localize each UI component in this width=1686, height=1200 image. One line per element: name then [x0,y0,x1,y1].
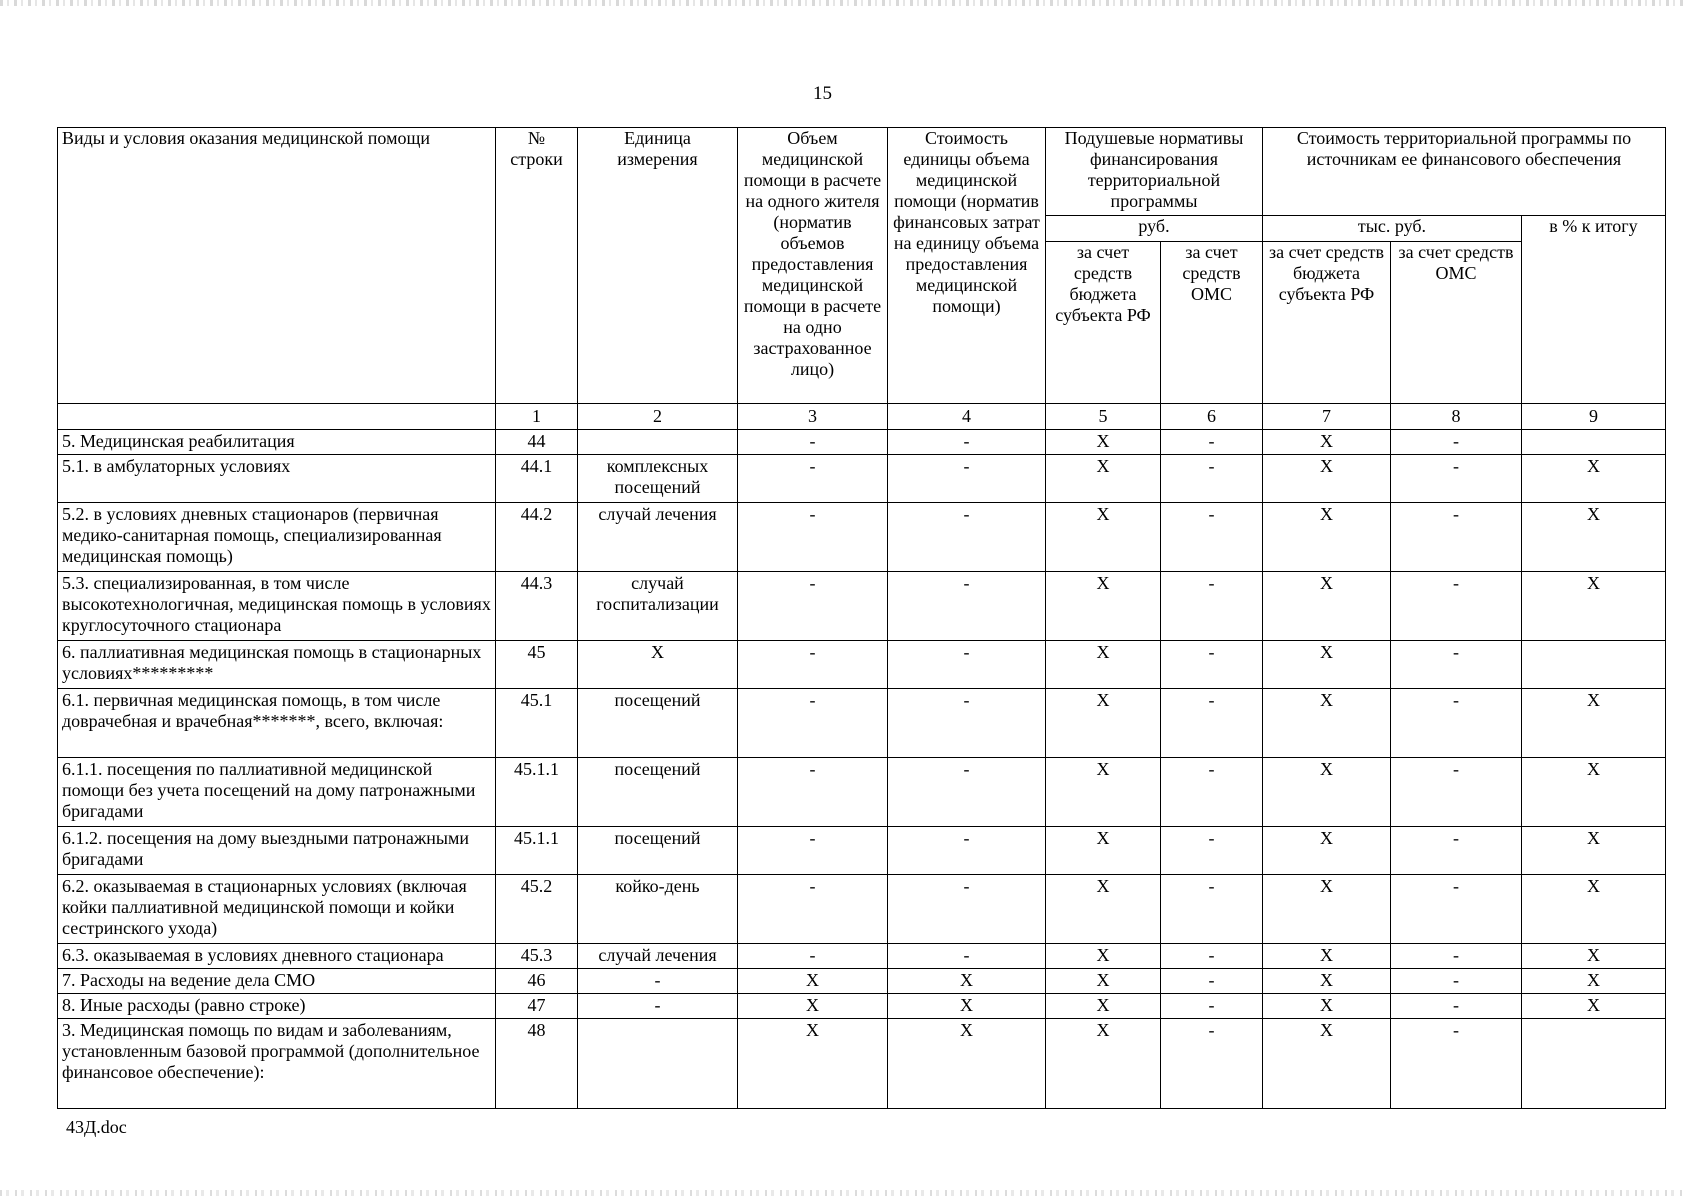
row-per-capita-oms: - [1161,641,1263,689]
row-name: 5.3. специализированная, в том числе высокотехнологичная, медицинская помощь в условиях круглосуточного стационара [58,572,496,641]
column-number [58,404,496,430]
page-number: 15 [813,83,832,104]
table-row [58,430,1666,455]
row-per-capita-budget: X [1046,430,1161,455]
row-per-capita-oms: - [1161,572,1263,641]
column-number: 6 [1161,404,1263,430]
row-per-capita-oms: - [1161,827,1263,875]
table-row [58,455,1666,503]
row-per-capita-budget: X [1046,641,1161,689]
row-cost-budget: X [1263,875,1391,944]
row-cost-budget: X [1263,1019,1391,1109]
header-percent-total: в % к итогу [1522,216,1666,404]
row-cost-budget: X [1263,994,1391,1019]
row-per-capita-oms: - [1161,758,1263,827]
row-unit: случай госпитализации [578,572,738,641]
row-volume: - [738,827,888,875]
row-name: 5.1. в амбулаторных условиях [58,455,496,503]
row-number: 44 [496,430,578,455]
column-number: 8 [1391,404,1522,430]
row-percent [1522,430,1666,455]
row-cost-oms: - [1391,641,1522,689]
column-numbers-row [58,404,1666,430]
row-per-capita-oms: - [1161,875,1263,944]
row-name: 7. Расходы на ведение дела СМО [58,969,496,994]
header-oms: за счет средств ОМС [1161,242,1263,404]
row-unit: посещений [578,827,738,875]
row-per-capita-budget: X [1046,503,1161,572]
row-unit-cost: X [888,994,1046,1019]
row-percent: X [1522,994,1666,1019]
row-unit-cost: X [888,969,1046,994]
row-number: 45.3 [496,944,578,969]
row-volume: - [738,689,888,758]
row-unit-cost: - [888,875,1046,944]
row-cost-oms: - [1391,1019,1522,1109]
column-number: 3 [738,404,888,430]
row-unit: комплексных посещений [578,455,738,503]
row-unit: случай лечения [578,944,738,969]
column-number: 4 [888,404,1046,430]
row-per-capita-oms: - [1161,969,1263,994]
row-number: 45.2 [496,875,578,944]
row-percent: X [1522,875,1666,944]
header-program-cost: Стоимость территориальной программы по источникам ее финансового обеспечения [1263,128,1666,216]
row-unit-cost: - [888,689,1046,758]
row-unit-cost: - [888,641,1046,689]
header-rub: руб. [1046,216,1263,242]
row-cost-oms: - [1391,455,1522,503]
row-unit [578,1019,738,1109]
row-number: 44.1 [496,455,578,503]
column-number: 7 [1263,404,1391,430]
row-name: 3. Медицинская помощь по видам и заболеваниям, установленным базовой программой (дополнительное финансовое обеспечение): [58,1019,496,1109]
row-per-capita-budget: X [1046,1019,1161,1109]
row-volume: X [738,1019,888,1109]
table-row [58,969,1666,994]
header-budget-subject: за счет средств бюджета субъекта РФ [1046,242,1161,404]
header-types: Виды и условия оказания медицинской помощи [58,128,496,404]
column-number: 9 [1522,404,1666,430]
row-cost-budget: X [1263,430,1391,455]
row-name: 5. Медицинская реабилитация [58,430,496,455]
row-cost-budget: X [1263,944,1391,969]
row-percent [1522,1019,1666,1109]
row-cost-oms: - [1391,944,1522,969]
row-unit-cost: - [888,430,1046,455]
row-per-capita-budget: X [1046,455,1161,503]
row-volume: X [738,994,888,1019]
row-number: 45.1.1 [496,827,578,875]
row-unit-cost: - [888,572,1046,641]
row-unit-cost: X [888,1019,1046,1109]
row-number: 46 [496,969,578,994]
row-unit: койко-день [578,875,738,944]
row-name: 6.1. первичная медицинская помощь, в том числе доврачебная и врачебная*******, всего, включая: [58,689,496,758]
column-number: 5 [1046,404,1161,430]
row-cost-oms: - [1391,503,1522,572]
row-unit-cost: - [888,455,1046,503]
row-per-capita-budget: X [1046,944,1161,969]
row-per-capita-oms: - [1161,455,1263,503]
row-per-capita-oms: - [1161,503,1263,572]
header-cost: Стоимость единицы объема медицинской помощи (норматив финансовых затрат на единицу объема предоставления медицинской помощи) [888,128,1046,404]
header-volume: Объем медицинской помощи в расчете на одного жителя (норматив объемов предоставления медицинской помощи в расчете на одно застрахованное лицо) [738,128,888,404]
row-name: 6. паллиативная медицинская помощь в стационарных условиях********* [58,641,496,689]
row-unit: посещений [578,689,738,758]
table-row [58,689,1666,758]
row-unit-cost: - [888,827,1046,875]
row-cost-oms: - [1391,758,1522,827]
row-unit-cost: - [888,944,1046,969]
row-volume: - [738,455,888,503]
row-number: 47 [496,994,578,1019]
header-oms-2: за счет средств ОМС [1391,242,1522,404]
row-number: 45 [496,641,578,689]
row-unit: - [578,969,738,994]
row-percent: X [1522,827,1666,875]
row-cost-oms: - [1391,875,1522,944]
row-cost-budget: X [1263,503,1391,572]
row-per-capita-oms: - [1161,689,1263,758]
row-percent: X [1522,944,1666,969]
row-per-capita-budget: X [1046,572,1161,641]
row-percent: X [1522,503,1666,572]
row-unit [578,430,738,455]
row-cost-budget: X [1263,572,1391,641]
footer-filename: 43Д.doc [66,1117,127,1137]
row-percent: X [1522,689,1666,758]
row-volume: - [738,758,888,827]
header-row-no: № строки [496,128,578,404]
row-per-capita-budget: X [1046,875,1161,944]
row-number: 45.1 [496,689,578,758]
row-cost-oms: - [1391,827,1522,875]
row-unit-cost: - [888,503,1046,572]
row-name: 6.1.1. посещения по паллиативной медицинской помощи без учета посещений на дому патронажными бригадами [58,758,496,827]
row-volume: - [738,641,888,689]
row-cost-budget: X [1263,689,1391,758]
row-number: 44.3 [496,572,578,641]
row-number: 45.1.1 [496,758,578,827]
row-name: 8. Иные расходы (равно строке) [58,994,496,1019]
row-unit: посещений [578,758,738,827]
row-per-capita-budget: X [1046,689,1161,758]
table-row [58,1019,1666,1109]
row-cost-oms: - [1391,969,1522,994]
row-name: 6.3. оказываемая в условиях дневного стационара [58,944,496,969]
row-number: 48 [496,1019,578,1109]
column-number: 2 [578,404,738,430]
table-row [58,503,1666,572]
table-row [58,944,1666,969]
header-unit: Единица измерения [578,128,738,404]
row-unit-cost: - [888,758,1046,827]
row-per-capita-budget: X [1046,758,1161,827]
row-per-capita-budget: X [1046,994,1161,1019]
column-number: 1 [496,404,578,430]
row-volume: - [738,944,888,969]
row-unit: X [578,641,738,689]
row-cost-budget: X [1263,758,1391,827]
row-cost-oms: - [1391,430,1522,455]
table-row [58,875,1666,944]
row-per-capita-budget: X [1046,827,1161,875]
table-row [58,572,1666,641]
row-cost-budget: X [1263,969,1391,994]
header-budget-subject-2: за счет средств бюджета субъекта РФ [1263,242,1391,404]
table-row [58,641,1666,689]
row-volume: - [738,430,888,455]
row-per-capita-oms: - [1161,1019,1263,1109]
row-per-capita-oms: - [1161,994,1263,1019]
row-percent: X [1522,572,1666,641]
row-percent: X [1522,969,1666,994]
row-volume: - [738,875,888,944]
row-unit: - [578,994,738,1019]
row-number: 44.2 [496,503,578,572]
row-cost-budget: X [1263,455,1391,503]
row-volume: - [738,572,888,641]
row-unit: случай лечения [578,503,738,572]
row-per-capita-oms: - [1161,944,1263,969]
row-percent [1522,641,1666,689]
row-per-capita-oms: - [1161,430,1263,455]
financing-table [57,127,1666,1109]
row-name: 6.2. оказываемая в стационарных условиях (включая койки паллиативной медицинской помощи и койки сестринского ухода) [58,875,496,944]
row-cost-budget: X [1263,827,1391,875]
row-cost-oms: - [1391,572,1522,641]
header-thousand-rub: тыс. руб. [1263,216,1522,242]
row-cost-budget: X [1263,641,1391,689]
row-percent: X [1522,758,1666,827]
header-per-capita: Подушевые нормативы финансирования территориальной программы [1046,128,1263,216]
row-per-capita-budget: X [1046,969,1161,994]
row-name: 5.2. в условиях дневных стационаров (первичная медико-санитарная помощь, специализированная медицинская помощь) [58,503,496,572]
scan-edge-top [0,0,1686,6]
table-row [58,758,1666,827]
row-name: 6.1.2. посещения на дому выездными патронажными бригадами [58,827,496,875]
table-row [58,994,1666,1019]
row-cost-oms: - [1391,994,1522,1019]
row-cost-oms: - [1391,689,1522,758]
row-volume: X [738,969,888,994]
row-volume: - [738,503,888,572]
table-row [58,827,1666,875]
scan-edge-bottom [0,1190,1686,1196]
row-percent: X [1522,455,1666,503]
